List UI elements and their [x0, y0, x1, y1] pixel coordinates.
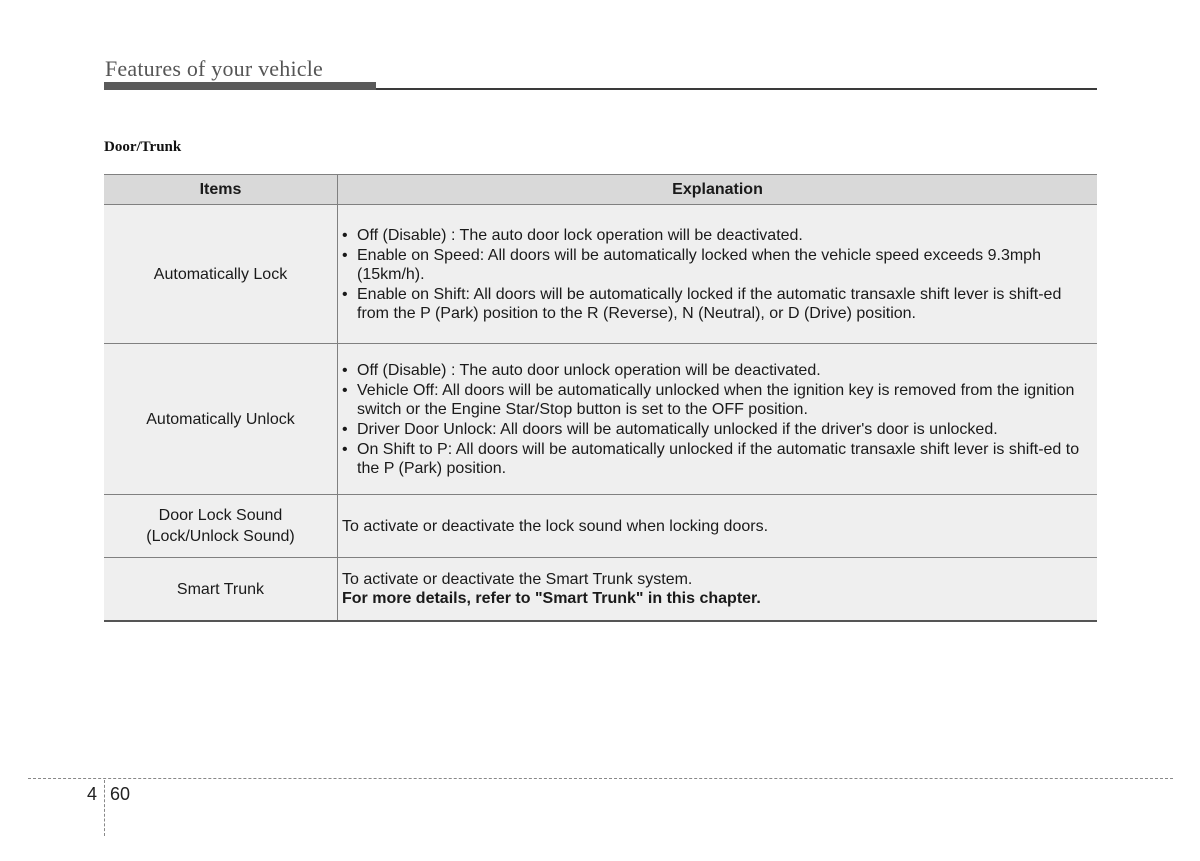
list-item: • Vehicle Off: All doors will be automatically unlocked when the ignition key is removed from the ignition switch or the Engine Star/Stop button is set to the OFF position. [342, 381, 1094, 419]
table-row [104, 205, 1097, 344]
column-header-explanation: Explanation [338, 175, 1098, 205]
list-item: • Driver Door Unlock: All doors will be automatically unlocked if the driver's door is unlocked. [342, 420, 1094, 439]
item-cell [104, 495, 338, 558]
explanation-cell [338, 558, 1098, 622]
page-number: 60 [110, 784, 131, 804]
explanation-text: To activate or deactivate the Smart Trunk system. [342, 571, 693, 588]
table-header-row [104, 175, 1097, 205]
item-cell: Automatically Lock [104, 205, 338, 344]
item-label-line: Door Lock Sound [158, 507, 283, 524]
item-label-line: (Lock/Unlock Sound) [146, 528, 295, 545]
door-trunk-table [104, 174, 1097, 622]
explanation-cell [338, 344, 1098, 495]
footer-divider [28, 778, 1173, 779]
page-header-title: Features of your vehicle [105, 56, 324, 81]
item-cell: Smart Trunk [104, 558, 338, 622]
header-accent-bar [104, 82, 376, 90]
list-item: • Off (Disable) : The auto door lock operation will be deactivated. [342, 226, 1094, 245]
table-row [104, 558, 1097, 622]
list-item: • On Shift to P: All doors will be automatically unlocked if the automatic transaxle shift lever is shift-ed to the P (Park) position. [342, 440, 1094, 478]
list-item: • Off (Disable) : The auto door unlock operation will be deactivated. [342, 361, 1094, 380]
list-item: • Enable on Speed: All doors will be automatically locked when the vehicle speed exceeds 9.3mph (15km/h). [342, 246, 1094, 284]
table-row [104, 344, 1097, 495]
section-title: Door/Trunk [104, 139, 182, 155]
bullet-list [342, 226, 1094, 323]
column-header-items: Items [104, 175, 338, 205]
item-cell: Automatically Unlock [104, 344, 338, 495]
footer-page-divider [104, 780, 105, 836]
explanation-cell [338, 205, 1098, 344]
reference-note: For more details, refer to "Smart Trunk" in this chapter. [342, 590, 761, 607]
bullet-list [342, 361, 1094, 478]
list-item: • Enable on Shift: All doors will be automatically locked if the automatic transaxle shift lever is shift-ed from the P (Park) position to the R (Reverse), N (Neutral), or D (Drive) position. [342, 285, 1094, 323]
table-row [104, 495, 1097, 558]
explanation-cell: To activate or deactivate the lock sound when locking doors. [338, 495, 1098, 558]
chapter-number: 4 [87, 784, 98, 804]
